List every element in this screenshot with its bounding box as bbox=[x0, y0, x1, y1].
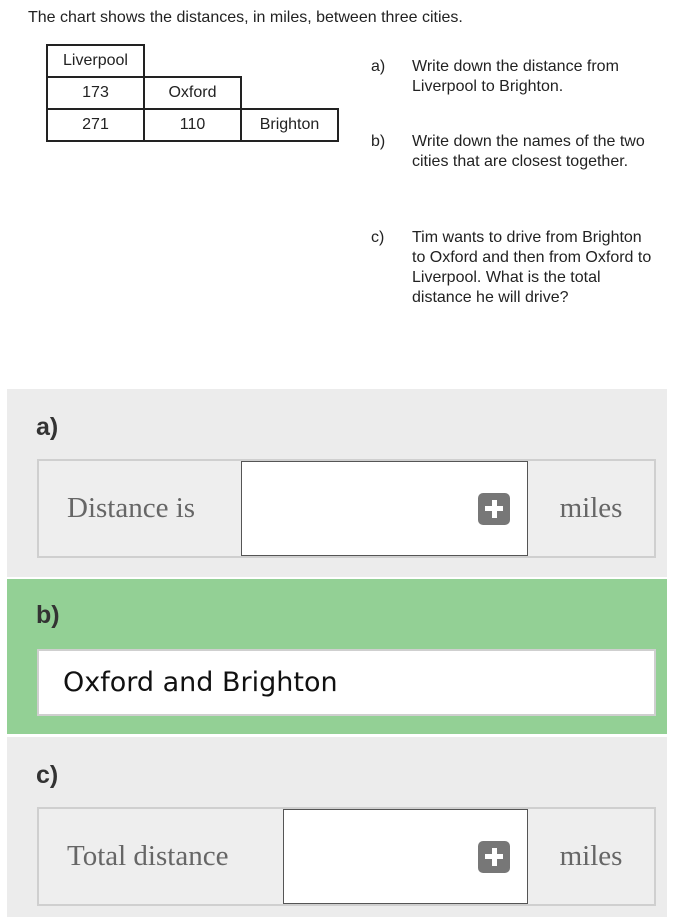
chart-cell: 173 bbox=[47, 77, 144, 109]
question-text: Write down the names of the two cities that are closest together. bbox=[412, 133, 645, 170]
total-distance-input[interactable] bbox=[283, 809, 528, 904]
chart-cell: 271 bbox=[47, 109, 144, 141]
chart-cell: Oxford bbox=[144, 77, 241, 109]
question-a bbox=[371, 57, 671, 102]
chart-cell: Liverpool bbox=[47, 45, 144, 77]
chart-row bbox=[47, 77, 338, 109]
question-label: a) bbox=[371, 58, 386, 75]
section-label: c) bbox=[36, 761, 59, 789]
answer-section-a bbox=[7, 389, 667, 577]
plus-icon[interactable] bbox=[478, 841, 510, 873]
question-label: b) bbox=[371, 133, 386, 150]
closest-cities-input[interactable]: Oxford and Brighton bbox=[37, 649, 656, 716]
question-label: c) bbox=[371, 229, 385, 246]
answer-prefix: Total distance bbox=[67, 840, 229, 872]
answer-prefix: Distance is bbox=[67, 492, 196, 524]
section-label: b) bbox=[36, 601, 60, 629]
answer-unit: miles bbox=[559, 840, 623, 872]
chart-cell: Brighton bbox=[241, 109, 338, 141]
question-text: Tim wants to drive from Brighton to Oxford and then from Oxford to Liverpool. What is the total distance he will drive? bbox=[412, 229, 652, 306]
section-label: a) bbox=[36, 413, 59, 441]
question-c bbox=[371, 228, 671, 333]
question-b bbox=[371, 132, 671, 197]
answer-row-c bbox=[37, 807, 656, 906]
answer-unit: miles bbox=[559, 492, 623, 524]
plus-icon[interactable] bbox=[478, 493, 510, 525]
distance-chart bbox=[46, 44, 339, 142]
chart-cell: 110 bbox=[144, 109, 241, 141]
intro-text: The chart shows the distances, in miles, between three cities. bbox=[28, 9, 463, 26]
question-text: Write down the distance from Liverpool to Brighton. bbox=[412, 58, 619, 95]
answer-row-a bbox=[37, 459, 656, 558]
chart-row bbox=[47, 109, 338, 141]
distance-input[interactable] bbox=[241, 461, 528, 556]
answer-section-c bbox=[7, 737, 667, 917]
answer-section-b bbox=[7, 579, 667, 734]
chart-row bbox=[47, 45, 338, 77]
